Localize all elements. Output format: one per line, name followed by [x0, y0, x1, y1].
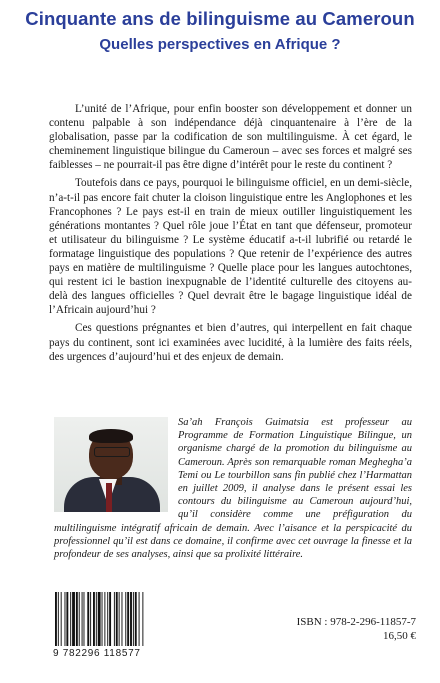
price: 16,50 €: [383, 630, 416, 642]
book-subtitle: Quelles perspectives en Afrique ?: [99, 36, 341, 53]
blurb-paragraph-2: Toutefois dans ce pays, pourquoi le bilinguisme officiel, en un demi-siècle, n’a-t-il pas encore fait chuter la cloison linguistique entre les Anglophones et les Francophones ? Le pays est-il en train de mieux outiller linguistiquement les générations montantes ? Quel rôle joue l’État en tant que défenseur, promoteur et utilisateur du bilinguisme ? Le système éducatif a-t-il lubrifié ou retardé le formatage linguistique des populations ? Que retenir de l’expérience des autres pays en matière de multilinguisme ? Quelle place pour les langues autochtones, qui restent ici le bastion inexpugnable de l’identité culturelle des citoyens au-delà des langues officielles ? Quel devrait être le bagage linguistique idéal de l’Africain aujourd’hui ?: [49, 177, 412, 317]
blurb-paragraph-3: Ces questions prégnantes et bien d’autres, qui interpellent en fait chaque pays du continent, sont ici examinées avec lucidité, à la lumière des faits réels, des urgences d’aujourd’hui et des enjeux de demain.: [49, 322, 412, 363]
author-section: [54, 416, 412, 561]
blurb-paragraph-1: L’unité de l’Afrique, pour enfin booster son développement et donner un contenu palpable à son indépendance déjà cinquantenaire à l’ère de la globalisation, passe par la codification de son multilinguisme. À cet égard, le cheminement linguistique bilingue du Cameroun – avec ses forces et malgré ses faiblesses – ne pourrait-il pas être digne d’intérêt pour le reste du continent ?: [49, 103, 412, 172]
author-bio: Sa’ah François Guimatsia est professeur au Programme de Formation Linguistique Bilingue, un organisme chargé de la promotion du bilinguisme au Cameroun. Après son remarquable roman Megheghaʼa Temi ou Le tourbillon sans fin publié chez l’Harmattan en juillet 2009, il analyse dans le présent essai les contours du bilinguisme au Cameroun aujourd’hui, qu’il considère comme une préfiguration du multilinguisme intégratif africain de demain. Avec l’aisance et la perspicacité du professionnel qu’il est dans ce domaine, il confirme avec cet ouvrage la finesse et la profondeur de ses analyses, ainsi que sa prolixité littéraire.: [54, 417, 412, 561]
blurb: [49, 102, 412, 368]
author-photo: [54, 417, 168, 512]
isbn: ISBN : 978-2-296-11857-7: [296, 616, 416, 628]
barcode: [53, 592, 173, 646]
book-title: Cinquante ans de bilinguisme au Cameroun: [25, 8, 415, 29]
barcode-number: 9 782296 118577: [53, 648, 141, 659]
